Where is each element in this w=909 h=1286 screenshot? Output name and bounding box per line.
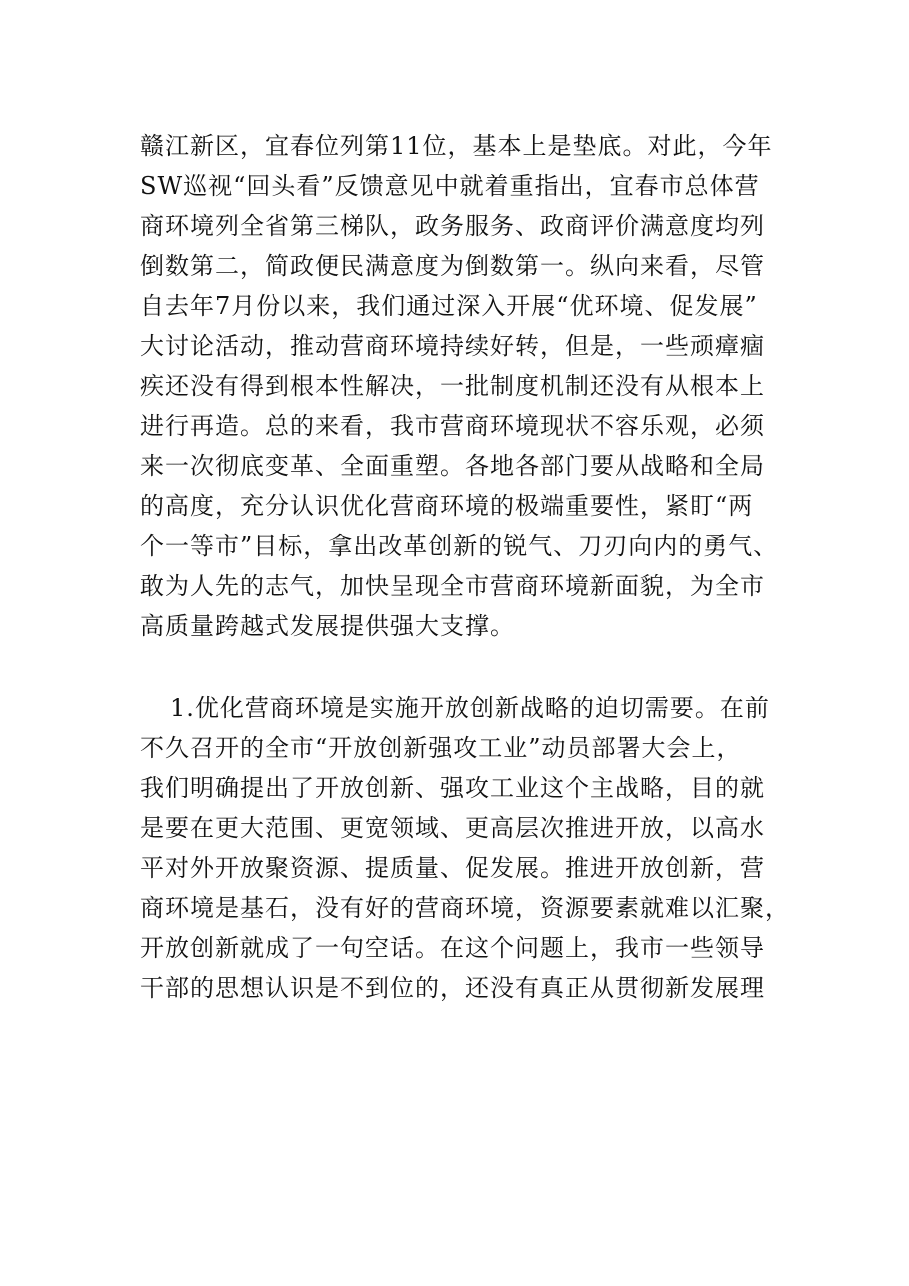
text-line: 来一次彻底变革、全面重塑。各地各部门要从战略和全局 xyxy=(140,452,765,480)
text-line: 是要在更大范围、更宽领域、更高层次推进开放，以高水 xyxy=(140,814,765,842)
text-line: 赣江新区，宜春位列第11位，基本上是垫底。对此，今年 xyxy=(140,132,773,160)
text-line: 敢为人先的志气，加快呈现全市营商环境新面貌，为全市 xyxy=(140,572,765,600)
text-line: SW巡视“回头看”反馈意见中就着重指出，宜春市总体营 xyxy=(140,172,760,200)
text-line: 商环境列全省第三梯队，政务服务、政商评价满意度均列 xyxy=(140,212,765,240)
text-line: 疾还没有得到根本性解决，一批制度机制还没有从根本上 xyxy=(140,372,765,400)
text-line: 平对外开放聚资源、提质量、促发展。推进开放创新，营 xyxy=(140,854,765,882)
text-line: 个一等市”目标，拿出改革创新的锐气、刀刃向内的勇气、 xyxy=(140,532,779,560)
text-line: 的高度，充分认识优化营商环境的极端重要性，紧盯“两 xyxy=(140,492,754,520)
text-line: 商环境是基石，没有好的营商环境，资源要素就难以汇聚， xyxy=(140,894,790,922)
text-line: 高质量跨越式发展提供强大支撑。 xyxy=(140,612,515,640)
text-line: 不久召开的全市“开放创新强攻工业”动员部署大会上， xyxy=(140,734,742,762)
text-line: 自去年7月份以来，我们通过深入开展“优环境、促发展” xyxy=(140,292,758,320)
text-line: 倒数第二，简政便民满意度为倒数第一。纵向来看，尽管 xyxy=(140,252,765,280)
text-line: 1.优化营商环境是实施开放创新战略的迫切需要。在前 xyxy=(170,694,770,722)
text-line: 我们明确提出了开放创新、强攻工业这个主战略，目的就 xyxy=(140,774,765,802)
text-line: 干部的思想认识是不到位的，还没有真正从贯彻新发展理 xyxy=(140,974,765,1002)
text-line: 开放创新就成了一句空话。在这个问题上，我市一些领导 xyxy=(140,934,765,962)
text-line: 大讨论活动，推动营商环境持续好转，但是，一些顽瘴痼 xyxy=(140,332,765,360)
text-line: 进行再造。总的来看，我市营商环境现状不容乐观，必须 xyxy=(140,412,765,440)
